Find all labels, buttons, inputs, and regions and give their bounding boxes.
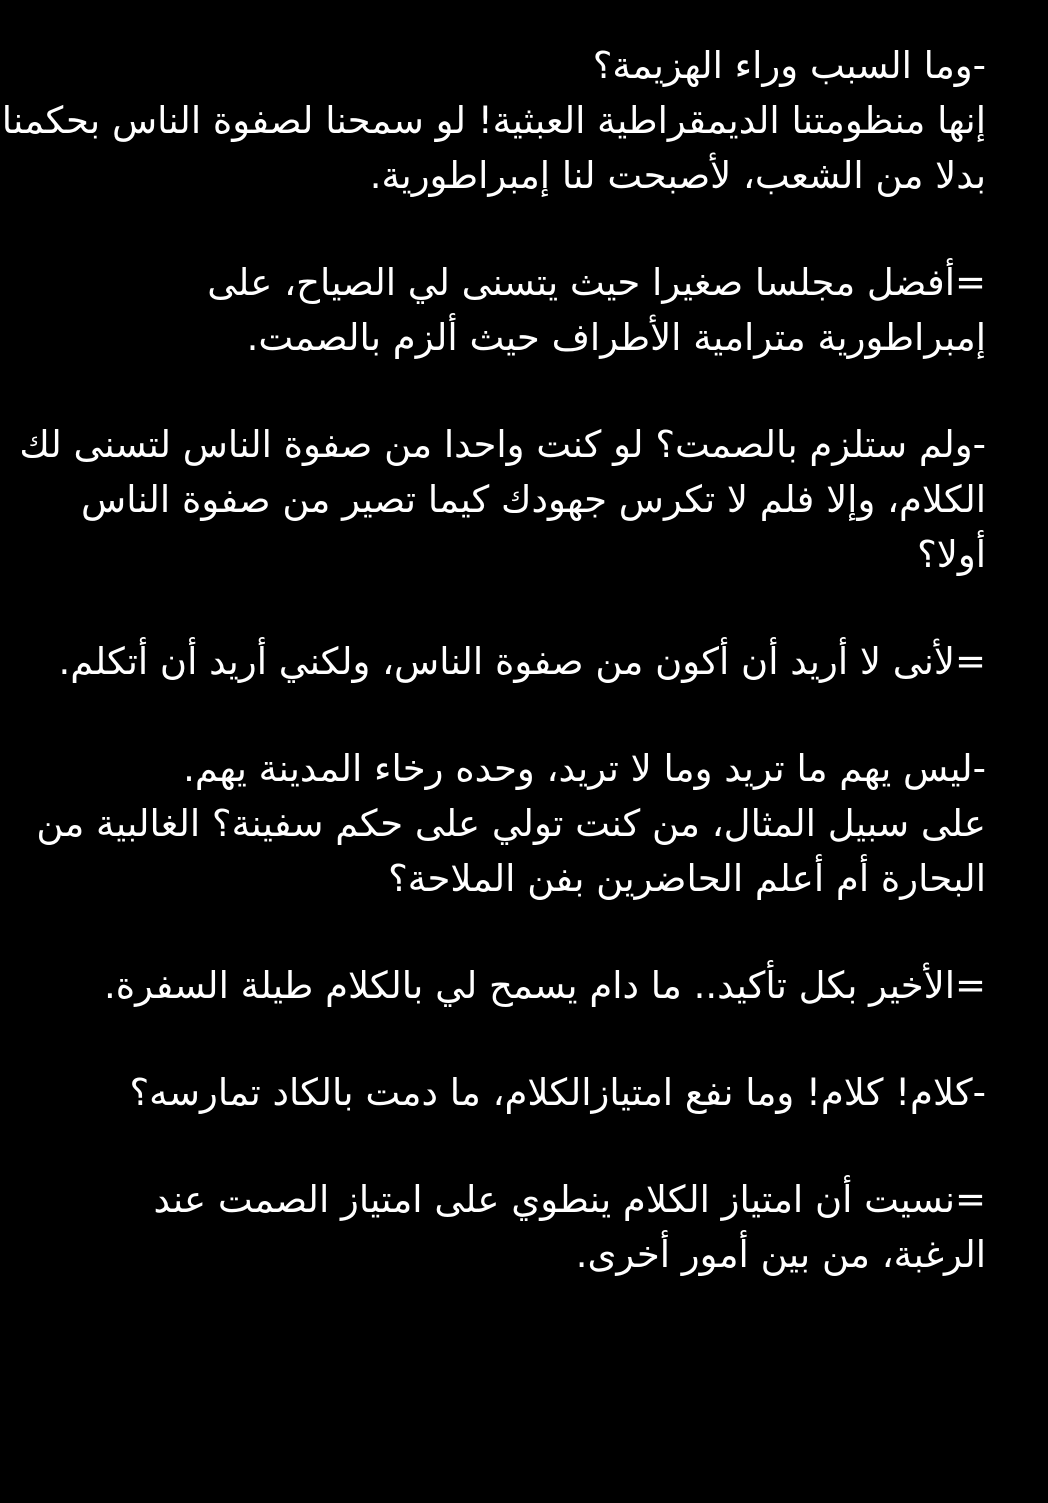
text-line: إنها منظومتنا الديمقراطية العبثية! لو سمحنا لصفوة الناس بحكمنا <box>1 99 986 142</box>
text-line: =أفضل مجلسا صغيرا حيث يتسنى لي الصياح، على <box>207 261 986 304</box>
dialogue-paragraph <box>36 1172 986 1282</box>
text-line: -وما السبب وراء الهزيمة؟ <box>592 44 986 87</box>
dialogue-paragraph <box>36 1065 986 1120</box>
text-line: =الأخير بكل تأكيد.. ما دام يسمح لي بالكلام طيلة السفرة. <box>104 964 986 1007</box>
dialogue-paragraph <box>1 38 986 203</box>
text-line: البحارة أم أعلم الحاضرين بفن الملاحة؟ <box>388 857 986 900</box>
dialogue-paragraph <box>36 255 986 365</box>
text-line: =لأنى لا أريد أن أكون من صفوة الناس، ولكني أريد أن أتكلم. <box>58 640 986 683</box>
text-line: بدلا من الشعب، لأصبحت لنا إمبراطورية. <box>369 154 986 197</box>
text-line: -ولم ستلزم بالصمت؟ لو كنت واحدا من صفوة الناس لتسنى لك <box>19 423 986 466</box>
text-line: الرغبة، من بين أمور أخرى. <box>575 1233 986 1276</box>
dialogue-paragraph <box>36 741 986 906</box>
dialogue-paragraph <box>36 958 986 1013</box>
text-line: =نسيت أن امتياز الكلام ينطوي على امتياز الصمت عند <box>153 1178 986 1221</box>
dialogue-paragraph <box>19 417 986 582</box>
text-line: الكلام، وإلا فلم لا تكرس جهودك كيما تصير من صفوة الناس <box>81 478 986 521</box>
text-line: -ليس يهم ما تريد وما لا تريد، وحده رخاء المدينة يهم. <box>183 747 986 790</box>
text-line: -كلام! كلام! وما نفع امتيازالكلام، ما دمت بالكاد تمارسه؟ <box>129 1071 986 1114</box>
dialogue-paragraph <box>36 634 986 689</box>
text-line: إمبراطورية مترامية الأطراف حيث ألزم بالصمت. <box>246 316 986 359</box>
text-line: أولا؟ <box>917 533 986 576</box>
text-line: على سبيل المثال، من كنت تولي على حكم سفينة؟ الغالبية من <box>36 802 986 845</box>
